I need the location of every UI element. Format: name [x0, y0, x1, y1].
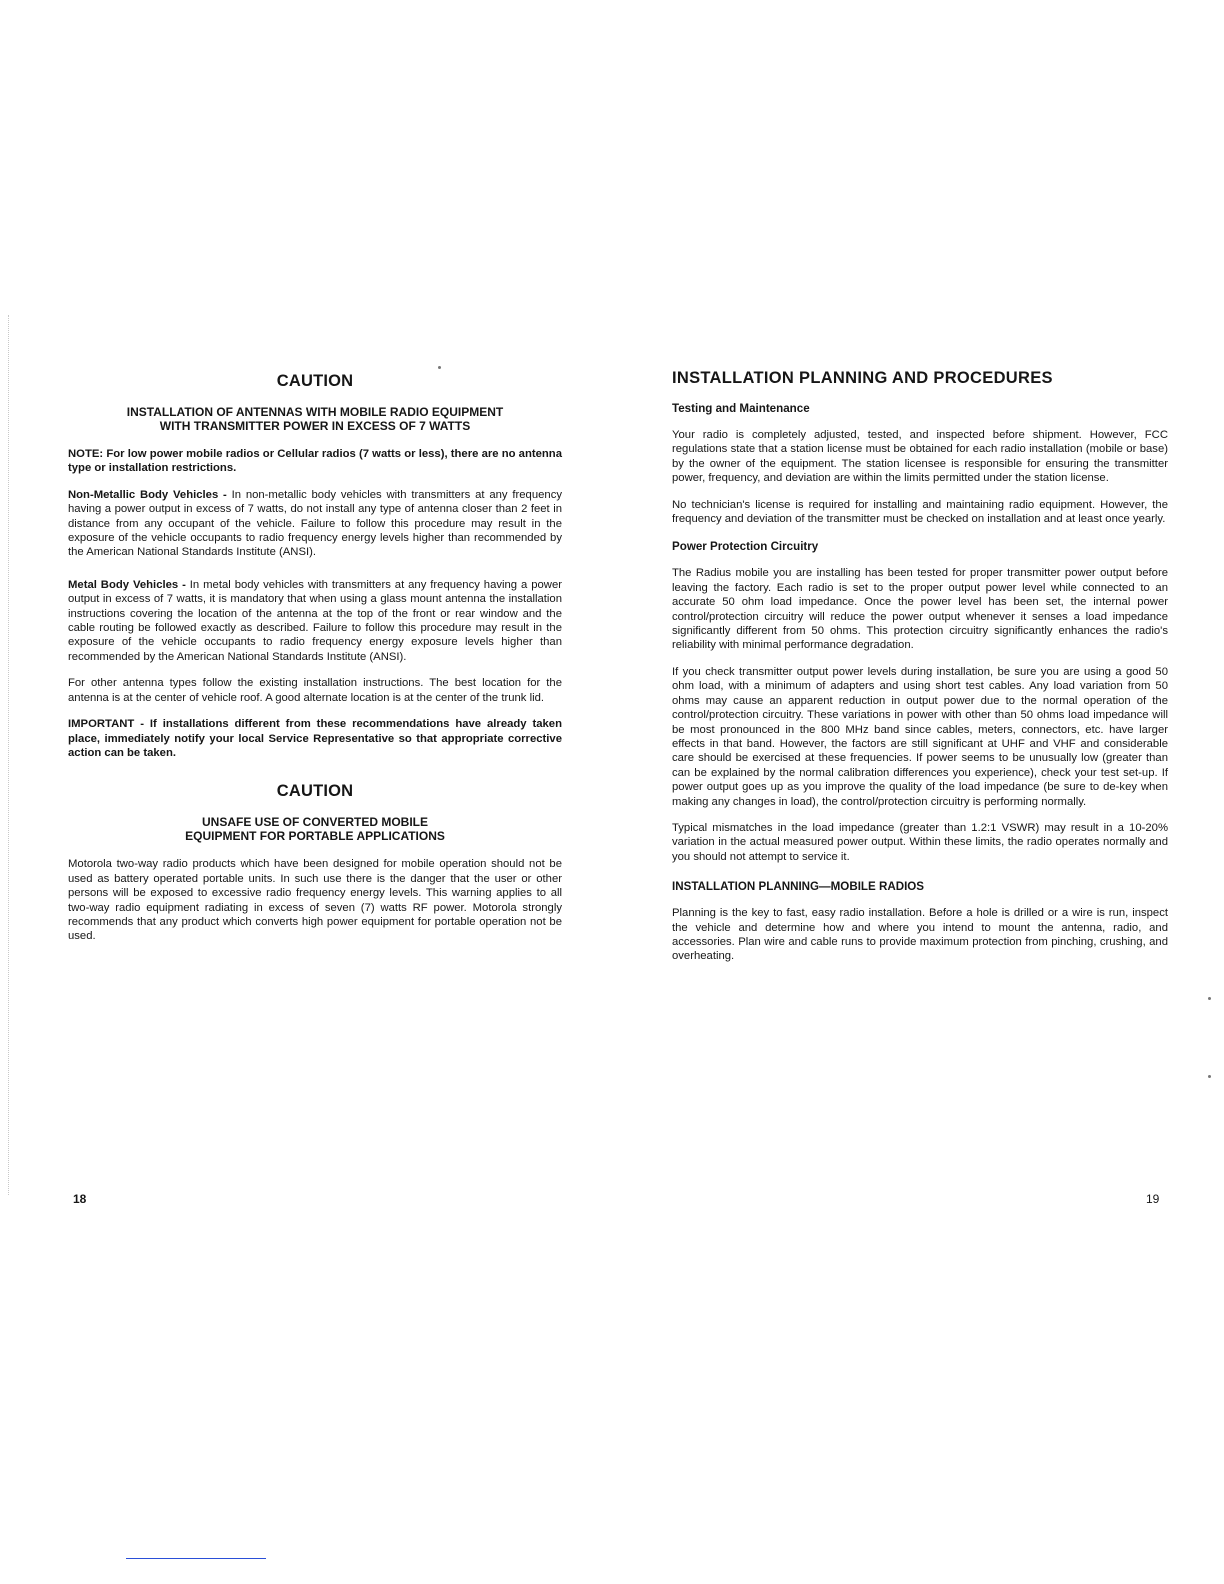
- power-paragraph-3: Typical mismatches in the load impedance (greater than 1.2:1 VSWR) may result in a 10-20% variation in the actual measured power output. Within these limits, the radio operates normally and you should not attempt to service it.: [672, 821, 1168, 863]
- nonmetallic-text: In non-metallic body vehicles with transmitters at any frequency having a power output in excess of 7 watts, do not install any type of antenna closer than 2 feet in distance from any occupant of the vehicle. Failure to follow this procedure may result in the exposure of the vehicle occupants to radio frequency energy levels higher than recommended by the American National Standards Institute (ANSI).: [68, 488, 562, 559]
- stray-mark: [1208, 997, 1211, 1000]
- caution-heading: CAUTION: [276, 372, 354, 390]
- stray-mark: [438, 366, 441, 369]
- caution-subheading-2-line1: UNSAFE USE OF CONVERTED MOBILE: [201, 815, 428, 830]
- caution-subheading-line1: INSTALLATION OF ANTENNAS WITH MOBILE RADIO EQUIPMENT: [126, 405, 504, 419]
- metal-paragraph: [68, 578, 562, 664]
- power-heading: Power Protection Circuitry: [672, 540, 819, 554]
- page-number-left: 18: [73, 1192, 87, 1206]
- power-paragraph-1: The Radius mobile you are installing has been tested for proper transmitter power output before leaving the factory. Each radio is set to the proper output power level while connected to an accurate 50 ohm load impedance. Once the power level has been set, the internal power control/protection circuitry will reduce the power output whenever it senses a load impedance significantly different from 50 ohms. This protection circuitry significantly enhances the radio's reliability with minimal performance degradation.: [672, 567, 1168, 652]
- planning-heading: INSTALLATION PLANNING—MOBILE RADIOS: [672, 880, 925, 894]
- power-paragraph-2: If you check transmitter output power levels during installation, be sure you are using a good 50 ohm load, with a minimum of adapters and using short test cables. Any load variation from 50 ohms may cause an apparent reduction in output power due to the normal operation of the control/protection circuitry. These variations in power with other than 50 ohms load impedance will be most pronounced in the 800 MHz band since cables, meters, connectors, etc. have larger effects in that band. However, the factors are still significant at UHF and VHF and considerable care should be exercised at these frequencies. If power seems to be unusually low (greater than can be explained by the normal calibration differences you experience), check your test set-up. If power output goes up as you improve the quality of the load impedance (be sure to de-key when making any changes in load), the control/protection circuitry is performing normally.: [672, 665, 1168, 808]
- caution-subheading: [68, 405, 562, 433]
- nonmetallic-lead: Non-Metallic Body Vehicles -: [68, 488, 227, 501]
- testing-paragraph-1: Your radio is completely adjusted, tested, and inspected before shipment. However, FCC regulations state that a station license must be obtained for each radio installation (mobile or base) by the owner of the equipment. The station licensee is responsible for ensuring the transmitter power, frequency, and deviation are within the limits permitted under the station license.: [672, 429, 1168, 485]
- converted-equipment-paragraph: Motorola two-way radio products which have been designed for mobile operation should not be used as battery operated portable units. In such use there is the danger that the user or other persons will be exposed to excessive radio frequency energy levels. This warning applies to all two-way radio equipment radiating in excess of seven (7) watts RF power. Motorola strongly recommends that any product which converts high power equipment for portable operation not be used.: [68, 858, 562, 943]
- testing-paragraph-2: No technician's license is required for installing and maintaining radio equipment. However, the frequency and deviation of the transmitter must be checked on installation and at least once yearly.: [672, 498, 1168, 526]
- metal-text: In metal body vehicles with transmitters at any frequency having a power output in excess of 7 watts, it is mandatory that when using a glass mount antenna the installation instructions covering the location of the antenna at the top of the front or rear window and the cable routing be followed exactly as described. Failure to follow this procedure may result in the exposure of the vehicle occupants to radio frequency energy exposure levels higher than recommended by the American National Standards Institute (ANSI).: [68, 578, 562, 663]
- important-lead: IMPORTANT -: [68, 718, 144, 731]
- bottom-rule: [126, 1558, 266, 1559]
- stray-mark: [1208, 1075, 1211, 1078]
- caution-block-converted: [68, 782, 562, 843]
- note-paragraph: NOTE: For low power mobile radios or Cellular radios (7 watts or less), there are no antenna type or installation restrictions.: [68, 448, 562, 475]
- page-number-right: 19: [1146, 1192, 1160, 1206]
- important-text: If installations different from these recommendations have already taken place, immediately notify your local Service Representative so that appropriate corrective action can be taken.: [68, 718, 562, 759]
- other-antenna-paragraph: For other antenna types follow the existing installation instructions. The best location for the antenna is at the center of vehicle roof. A good alternate location is at the center of the trunk lid.: [68, 677, 562, 704]
- important-paragraph: [68, 717, 562, 760]
- left-page: [68, 372, 562, 956]
- planning-paragraph-1: Planning is the key to fast, easy radio installation. Before a hole is drilled or a wire is run, inspect the vehicle and determine how and where you intend to mount the antenna, radio, and accessories. Plan wire and cable runs to provide maximum protection from pinching, crushing, and overheating.: [672, 907, 1168, 963]
- section-title: INSTALLATION PLANNING AND PROCEDURES: [672, 369, 1053, 387]
- right-page: [672, 369, 1168, 976]
- testing-heading: Testing and Maintenance: [672, 402, 810, 415]
- caution-subheading-2: [68, 815, 562, 843]
- nonmetallic-paragraph: [68, 488, 562, 560]
- caution-subheading-2-line2: EQUIPMENT FOR PORTABLE APPLICATIONS: [185, 829, 445, 844]
- caution-heading-2: CAUTION: [276, 782, 354, 801]
- caution-subheading-line2: WITH TRANSMITTER POWER IN EXCESS OF 7 WATTS: [159, 419, 471, 433]
- binding-edge-marks: [8, 315, 11, 1195]
- metal-lead: Metal Body Vehicles -: [68, 578, 186, 591]
